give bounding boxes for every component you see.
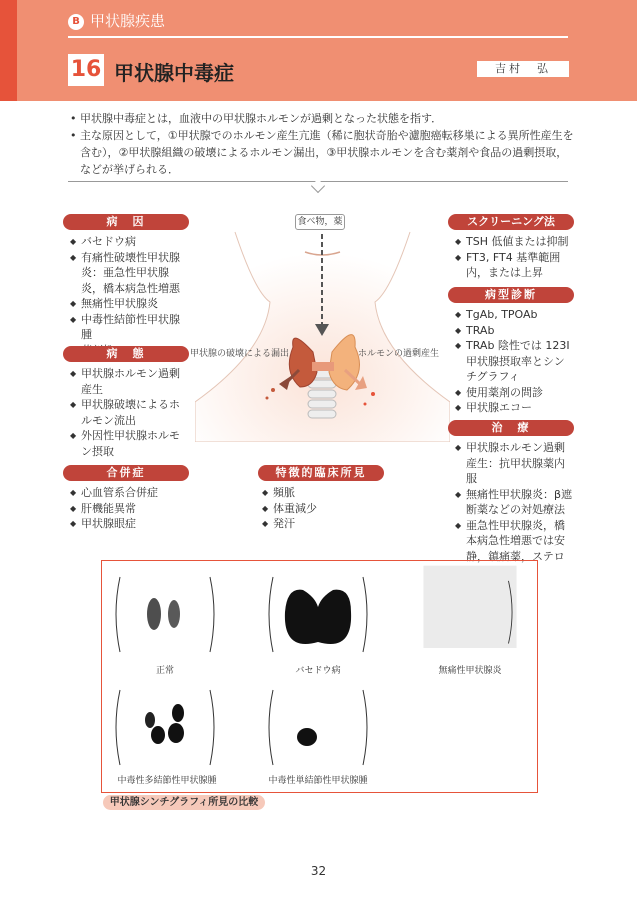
list-item: ◆ 発汗 [262,516,382,532]
overproduction-caption: ホルモンの過剰産生 [358,349,440,359]
scan-basedow [263,572,373,657]
treatment-list [455,440,573,580]
scan-painless-thyroiditis [415,563,525,648]
label-uninodular: 中毒性単結節性甲状腺腫 [268,776,368,786]
header-stripe [0,0,17,101]
list-item: ◆ TgAb, TPOAb [455,307,573,323]
list-item: ◆ 甲状腺エコー [455,400,573,416]
section-badge: B [68,14,84,30]
page-header [0,0,637,101]
intro-list [70,110,575,178]
label-basedow: バセドウ病 [295,666,341,676]
thyroid-illustration [195,212,450,442]
intro-item: • 主な原因として，①甲状腺でのホルモン産生亢進（稀に胞状奇胎や濾胞癌転移巣による異所性産生を含む），②甲状腺組織の破壊によるホルモン漏出，③甲状腺ホルモンを含む薬剤や食品の過剰摂取，などが挙げられる． [70,127,575,178]
list-item: ◆ FT3, FT4 基準範囲内，または上昇 [455,250,573,281]
complication-heading: 合併症 [63,465,189,481]
section-title: 甲状腺疾患 [90,12,166,30]
header-rule [68,36,568,38]
list-item: ◆ 使用薬剤の問診 [455,385,573,401]
list-item: ◆ バセドウ病 [70,234,190,250]
list-item: ◆ 甲状腺ホルモン過剰産生 [70,366,190,397]
cause-heading: 病 因 [63,214,189,230]
list-item: ◆ 無痛性甲状腺炎：β遮断薬などの対処療法 [455,487,573,518]
list-item: ◆ 有痛性破壊性甲状腺炎：亜急性甲状腺炎，橋本病急性増悪 [70,250,190,297]
list-item: ◆ 体重減少 [262,501,382,517]
state-heading: 病 態 [63,346,189,362]
list-item: ◆ TSH 低値または抑制 [455,234,573,250]
list-item: ◆ TRAb 陰性では 123I 甲状腺摂取率とシンチグラフィ [455,338,573,385]
cause-list [70,234,190,358]
scan-normal [110,572,220,657]
author: 吉村 弘 [477,61,569,77]
list-item: ◆ TRAb [455,323,573,339]
complication-list [70,485,190,532]
intro-item: • 甲状腺中毒症とは，血液中の甲状腺ホルモンが過剰となった状態を指す． [70,110,575,127]
label-multinodular: 中毒性多結節性甲状腺腫 [117,776,217,786]
scan-uninodular [263,685,373,770]
list-item: ◆ 頻脈 [262,485,382,501]
list-item: ◆ 外因性甲状腺ホルモン摂取 [70,428,190,459]
list-item: ◆ 甲状腺ホルモン過剰産生：抗甲状腺薬内服 [455,440,573,487]
state-list [70,366,190,459]
list-item: ◆ 肝機能異常 [70,501,190,517]
diagnosis-heading: 病型診断 [448,287,574,303]
screening-list [455,234,573,281]
page-title: 甲状腺中毒症 [114,61,234,85]
scan-multinodular [110,685,220,770]
food-drug-label: 食べ物，薬 [295,214,345,230]
list-item: ◆ 中毒性結節性甲状腺腫 [70,312,190,343]
screening-heading: スクリーニング法 [448,214,574,230]
list-item: ◆ 甲状腺破壊によるホルモン流出 [70,397,190,428]
leakage-caption: 甲状腺の破壊による漏出 [190,349,290,359]
figure-caption: 甲状腺シンチグラフィ所見の比較 [103,795,265,810]
treatment-heading: 治 療 [448,420,574,436]
list-item: ◆ 無痛性甲状腺炎 [70,296,190,312]
clinical-heading: 特徴的臨床所見 [258,465,384,481]
clinical-list [262,485,382,532]
label-normal: 正常 [155,666,174,676]
diagnosis-list [455,307,573,416]
list-item: ◆ 甲状腺眼症 [70,516,190,532]
list-item: ◆ 亜急性甲状腺炎，橋本病急性増悪では安静，鎮痛薬，ステロ [455,518,573,580]
list-item: ◆ 心血管系合併症 [70,485,190,501]
chapter-number: 16 [68,54,104,86]
page-number: 32 [310,864,327,878]
label-painless: 無痛性甲状腺炎 [438,666,502,676]
